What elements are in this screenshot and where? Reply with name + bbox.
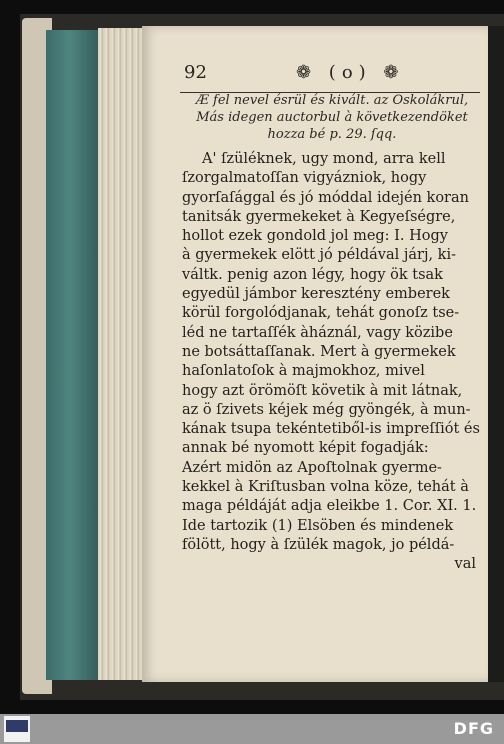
scanned-page	[142, 26, 488, 682]
body-line: Ide tartozik (1) Elsöben és mindenek	[182, 517, 454, 534]
body-line: ne botsáttaſſanak. Mert à gyermekek	[182, 343, 456, 360]
body-line: ſzorgalmatoſſan vigyázniok, hogy	[182, 170, 427, 187]
book-spine	[46, 30, 98, 680]
body-line: tanitsák gyermekeket à Kegyeſségre,	[182, 208, 456, 225]
summary-line: Más idegen auctorbul à következendöket	[196, 110, 468, 125]
body-line: váltk. penig azon légy, hogy ök tsak	[182, 266, 443, 283]
page-number: 92	[184, 62, 207, 83]
body-line: léd ne tartaſſék àháznál, vagy közibe	[182, 324, 453, 341]
body-line: körül forgolódjanak, tehát gonoſz tse-	[182, 305, 460, 322]
header-ornament: ❁ (o) ❁	[296, 62, 405, 83]
summary-line: hozza bé p. 29. ſqq.	[267, 127, 397, 142]
body-text	[182, 150, 486, 575]
viewer-footer	[0, 714, 504, 744]
body-line: hollot ezek gondold jol meg: I. Hogy	[182, 228, 448, 245]
chapter-summary	[182, 92, 482, 143]
summary-line: Æ fel nevel ésrül és kivált. az Oskolákrul,	[195, 93, 469, 108]
body-line: kának tsupa tekéntetiből-is impreſſiót és	[182, 421, 480, 438]
library-logo-mark	[6, 720, 28, 732]
body-line: kekkel à Kriſtusban volna köze, tehát à	[182, 479, 469, 496]
body-line: fölött, hogy à ſzülék magok, jo példá-	[182, 536, 455, 553]
page-edges	[98, 28, 146, 680]
library-logo	[4, 716, 30, 742]
body-line: Azért midön az Apoſtolnak gyerme-	[182, 459, 442, 476]
body-line: à gyermekek elött jó példával járj, ki-	[182, 247, 456, 264]
body-line: A' ſzüléknek, ugy mond, arra kell	[202, 151, 446, 167]
body-line: az ö ſzivets kéjek még gyöngék, à mun-	[182, 401, 471, 418]
body-line: hogy azt örömöſt követik à mit látnak,	[182, 382, 463, 399]
body-line: val	[454, 556, 476, 573]
body-line: annak bé nyomott képit fogadják:	[182, 440, 429, 457]
body-line: egyedül jámbor keresztény emberek	[182, 286, 450, 303]
right-shadow	[488, 26, 504, 682]
dfg-logo: DFG	[453, 719, 494, 738]
body-line: maga példáját adja eleikbe 1. Cor. XI. 1.	[182, 498, 477, 515]
body-line: gyorſaſággal és jó móddal idején koran	[182, 189, 469, 206]
body-line: haſonlatoſok à majmokhoz, mivel	[182, 363, 425, 380]
page-header	[184, 62, 484, 88]
